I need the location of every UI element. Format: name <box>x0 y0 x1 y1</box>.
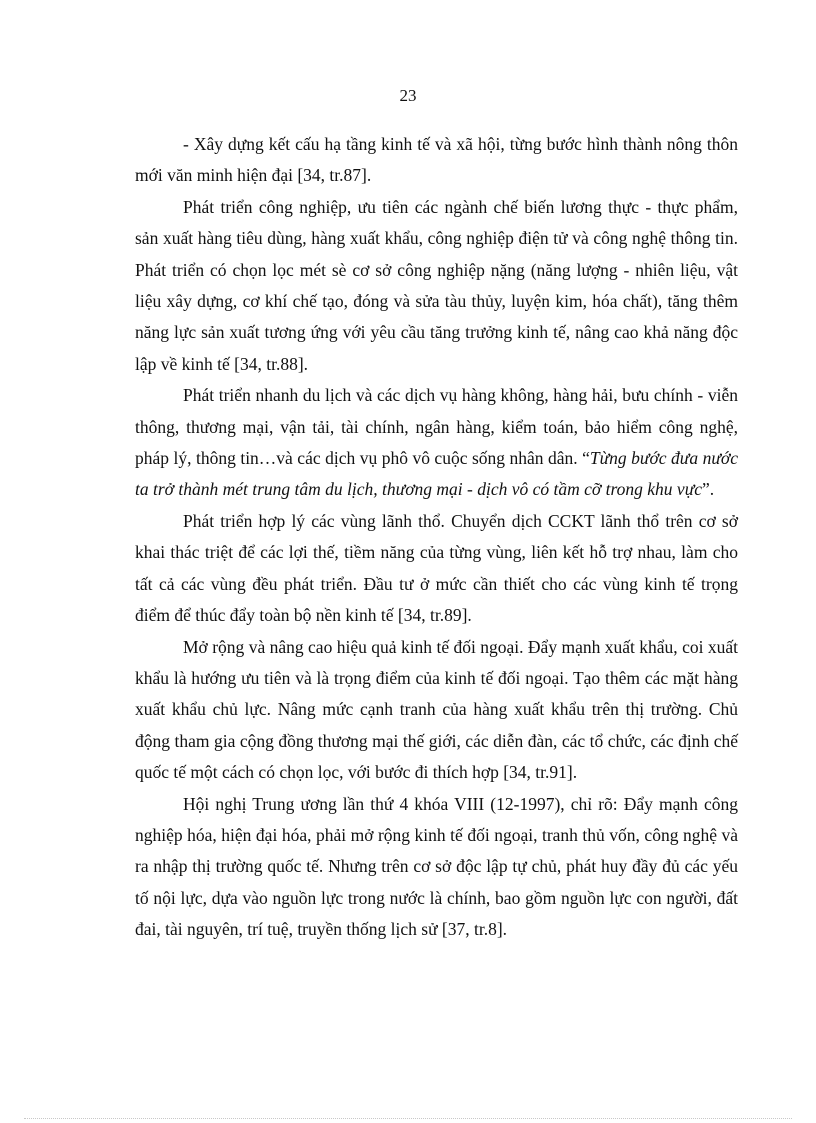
paragraph-infrastructure: - Xây dựng kết cấu hạ tầng kinh tế và xã hội, từng bước hình thành nông thôn mới văn minh hiện đại [34, tr.87]. <box>135 134 738 186</box>
paragraph-industry: Phát triển công nghiệp, ưu tiên các ngành chế biến lương thực - thực phẩm, sản xuất hàng tiêu dùng, hàng xuất khẩu, công nghiệp điện tử và công nghệ thông tin. Phát triển có chọn lọc mét sè cơ sở công nghiệp nặng (năng lượng - nhiên liệu, vật liệu xây dựng, cơ khí chế tạo, đóng và sửa tàu thủy, luyện kim, hóa chất), tăng thêm năng lực sản xuất tương ứng với yêu cầu tăng trưởng kinh tế, nâng cao khả năng độc lập về kinh tế [34, tr.88]. <box>135 196 738 374</box>
page-bottom-rule <box>24 1118 792 1119</box>
document-body <box>135 129 738 946</box>
paragraph-services-quote: Từng bước đưa nước ta trở thành mét trung tâm du lịch, thương mại - dịch vô có tầm cỡ trong khu vực <box>135 448 738 500</box>
page-number: 23 <box>399 86 417 105</box>
paragraph-regions: Phát triển hợp lý các vùng lãnh thổ. Chuyển dịch CCKT lãnh thổ trên cơ sở khai thác triệt để các lợi thế, tiềm năng của từng vùng, liên kết hỗ trợ nhau, làm cho tất cả các vùng đều phát triển. Đầu tư ở mức cần thiết cho các vùng kinh tế trọng điểm để thúc đẩy toàn bộ nền kinh tế [34, tr.89]. <box>135 510 738 626</box>
paragraph-services <box>135 380 738 506</box>
paragraph-foreign-economy: Mở rộng và nâng cao hiệu quả kinh tế đối ngoại. Đẩy mạnh xuất khẩu, coi xuất khẩu là hướng ưu tiên và là trọng điểm của kinh tế đối ngoại. Tạo thêm các mặt hàng xuất khẩu chủ lực. Nâng mức cạnh tranh của hàng xuất khẩu trên thị trường. Chủ động tham gia cộng đồng thương mại thế giới, các diễn đàn, các tổ chức, các định chế quốc tế một cách có chọn lọc, với bước đi thích hợp [34, tr.91]. <box>135 636 738 783</box>
paragraph-services-text: Phát triển nhanh du lịch và các dịch vụ hàng không, hàng hải, bưu chính - viễn thông, thương mại, vận tải, tài chính, ngân hàng, kiểm toán, bảo hiểm công nghệ, pháp lý, thông tin…và các dịch vụ phô vô cuộc sống nhân dân. “ <box>135 385 738 469</box>
paragraph-conference: Hội nghị Trung ương lần thứ 4 khóa VIII (12-1997), chỉ rõ: Đẩy mạnh công nghiệp hóa, hiện đại hóa, phải mở rộng kinh tế đối ngoại, tranh thủ vốn, công nghệ và ra nhập thị trường quốc tế. Nhưng trên cơ sở độc lập tự chủ, phát huy đầy đủ các yếu tố nội lực, dựa vào nguồn lực trong nước là chính, bao gồm nguồn lực con người, đất đai, tài nguyên, trí tuệ, truyền thống lịch sử [37, tr.8]. <box>135 793 738 940</box>
paragraph-services-close: ”. <box>702 479 715 500</box>
